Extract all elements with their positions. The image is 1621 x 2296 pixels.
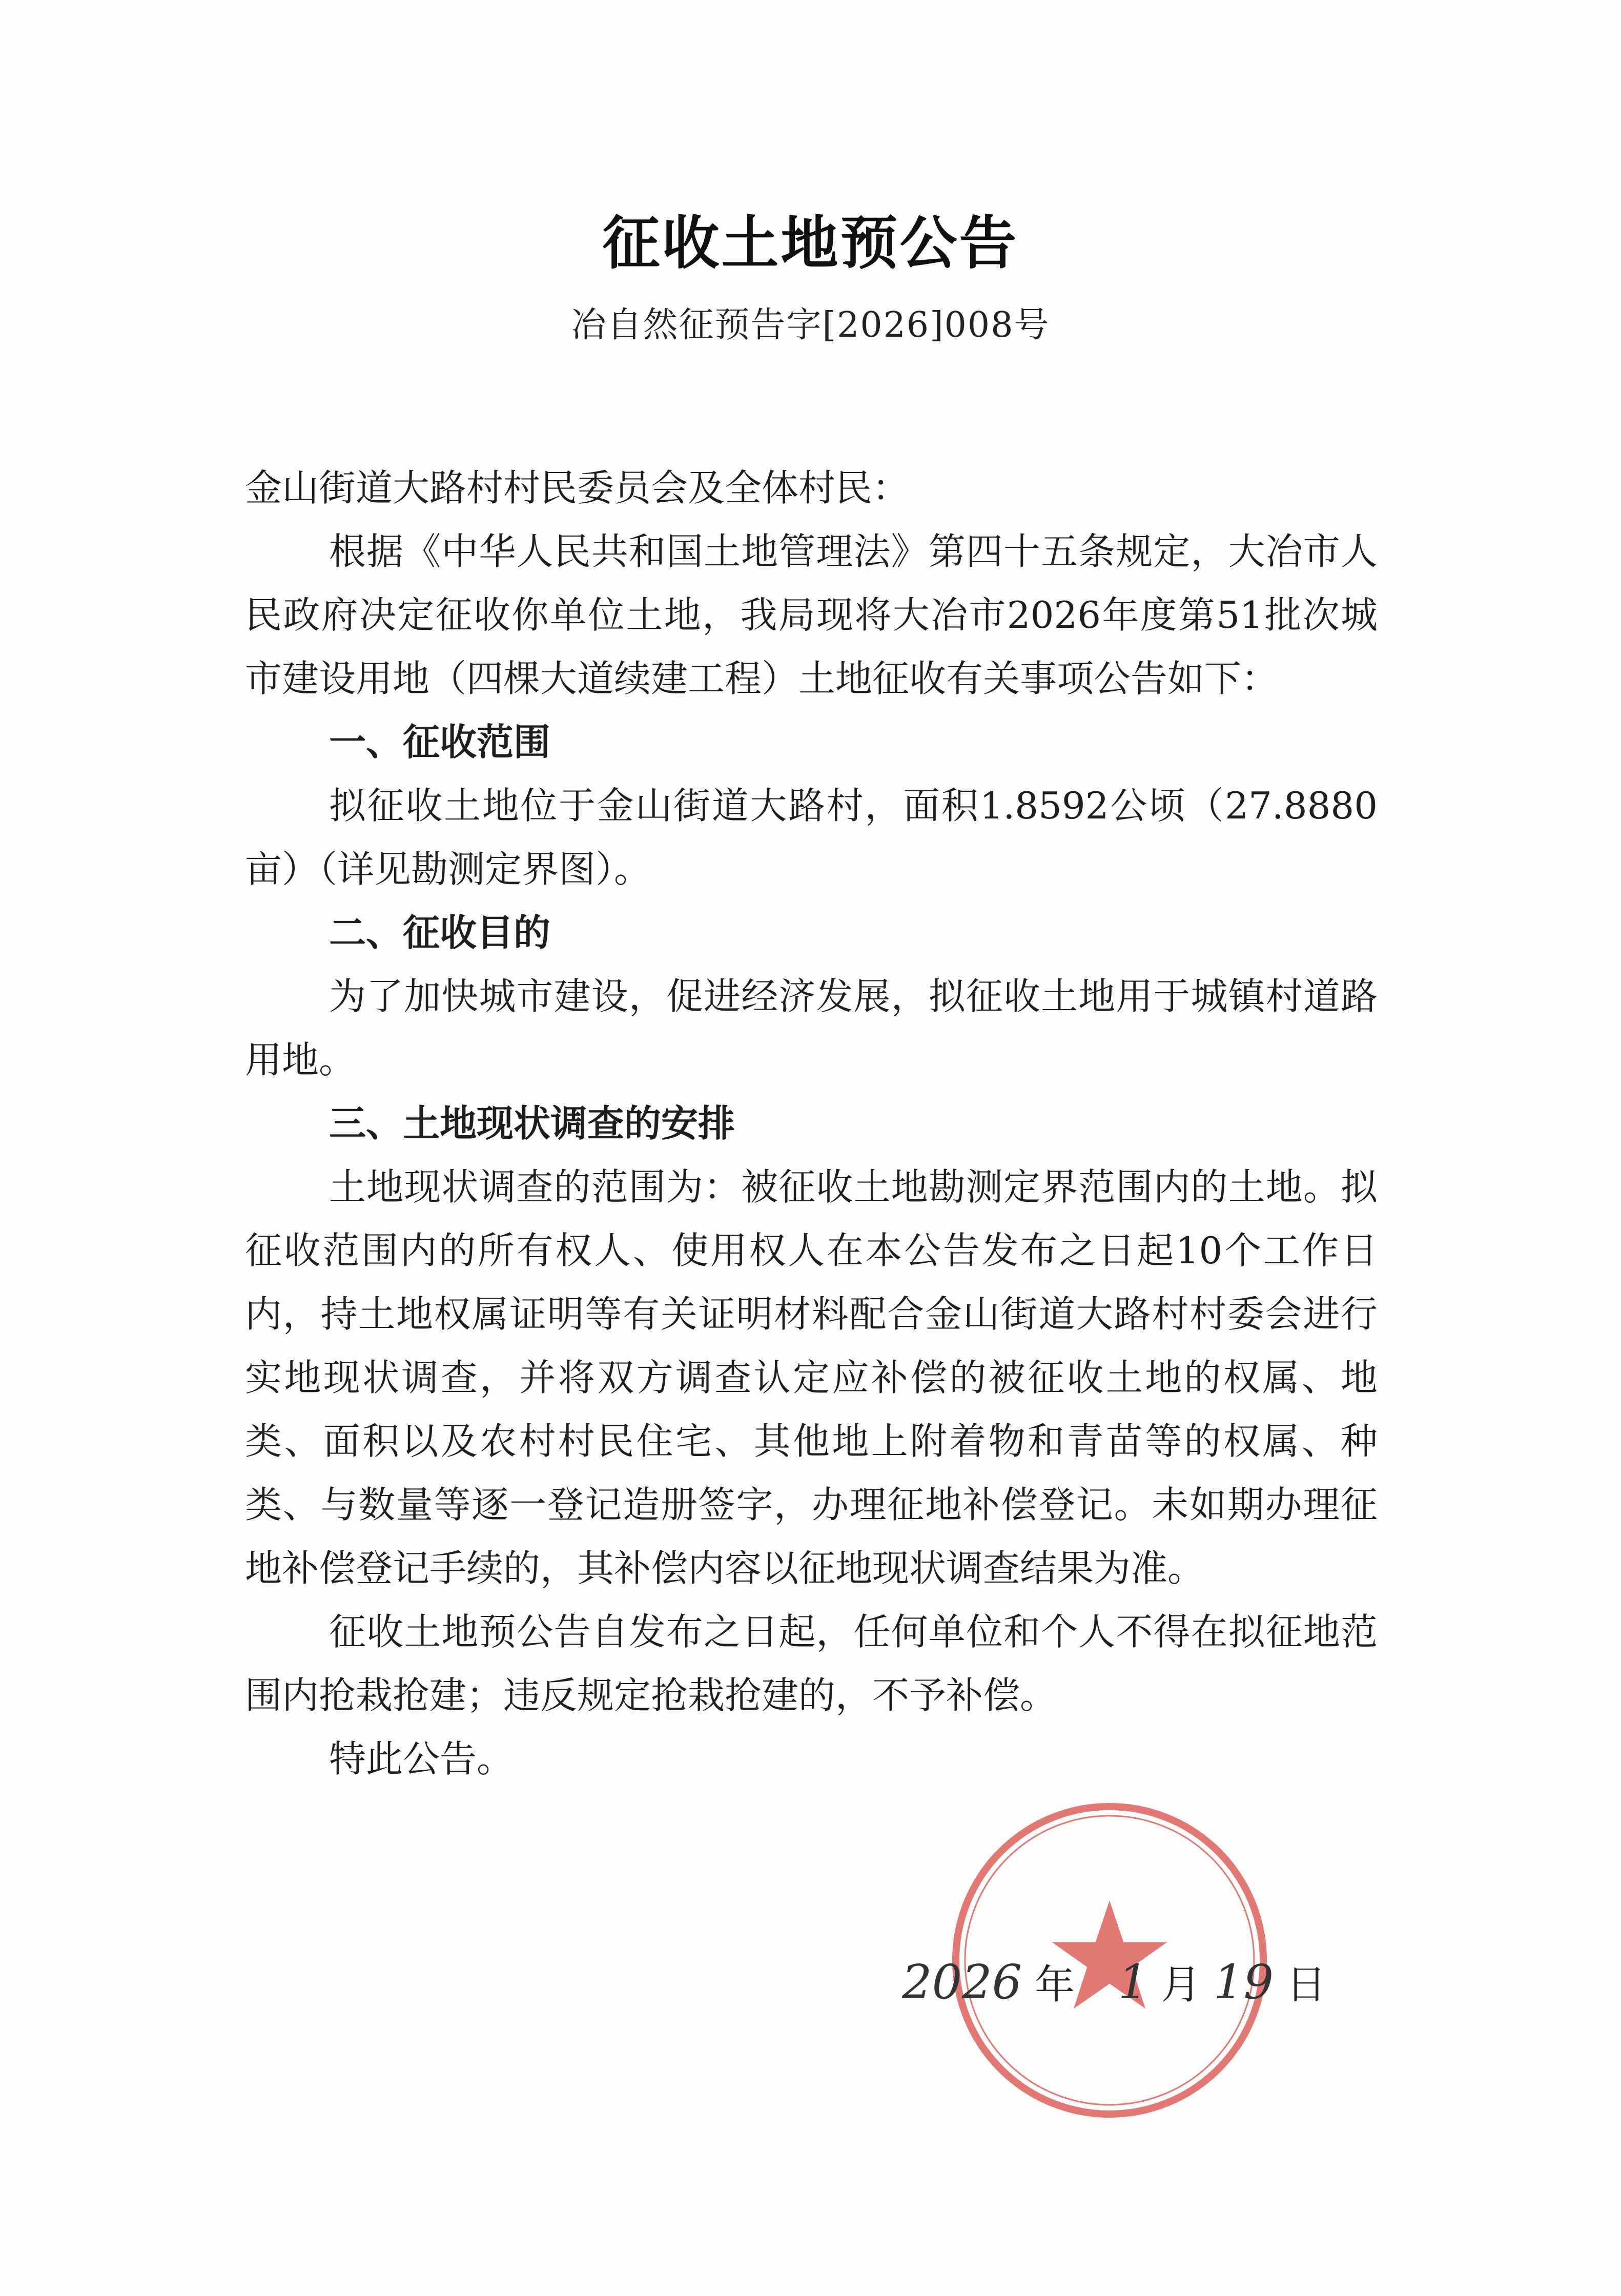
section-text: 土地现状调查的范围为：被征收土地勘测定界范围内的土地。拟征收范围内的所有权人、使用权人在本公告发布之日起10个工作日内，持土地权属证明等有关证明材料配合金山街道大路村村委会进行实地现状调查，并将双方调查认定应补偿的被征收土地的权属、地类、面积以及农村村民住宅、其他地上附着物和青苗等的权属、种类、与数量等逐一登记造册签字，办理征地补偿登记。未如期办理征地补偿登记手续的，其补偿内容以征地现状调查结果为准。 <box>245 1165 1378 1590</box>
closing-text: 特此公告。 <box>329 1737 514 1780</box>
date-month: 1 <box>1118 1955 1148 2010</box>
warning-paragraph: 征收土地预公告自发布之日起，任何单位和个人不得在拟征地范围内抢栽抢建；违反规定抢栽抢建的，不予补偿。 <box>245 1610 1378 1717</box>
intro-paragraph: 根据《中华人民共和国土地管理法》第四十五条规定，大冶市人民政府决定征收你单位土地，我局现将大冶市2026年度第51批次城市建设用地（四棵大道续建工程）土地征收有关事项公告如下： <box>245 530 1378 700</box>
signature-date <box>902 1953 1326 2010</box>
section-heading: 三、土地现状调查的安排 <box>329 1102 735 1145</box>
addressee: 金山街道大路村村民委员会及全体村民： <box>245 466 910 509</box>
section-heading: 一、征收范围 <box>329 721 551 764</box>
date-day: 19 <box>1213 1955 1274 2010</box>
date-year: 2026 <box>902 1955 1022 2010</box>
date-year-unit: 年 <box>1034 1962 1075 2008</box>
document-title: 征收土地预公告 <box>602 210 1019 277</box>
section-text: 拟征收土地位于金山街道大路村，面积1.8592公顷（27.8880亩）（详见勘测定界图）。 <box>245 784 1378 891</box>
date-day-unit: 日 <box>1286 1962 1326 2008</box>
document-body <box>245 456 1378 1791</box>
section-text: 为了加快城市建设，促进经济发展，拟征收土地用于城镇村道路用地。 <box>245 975 1378 1081</box>
section-heading: 二、征收目的 <box>329 911 551 954</box>
date-month-unit: 月 <box>1161 1962 1201 2008</box>
document-number: 冶自然征预告字[2026]008号 <box>571 305 1050 345</box>
